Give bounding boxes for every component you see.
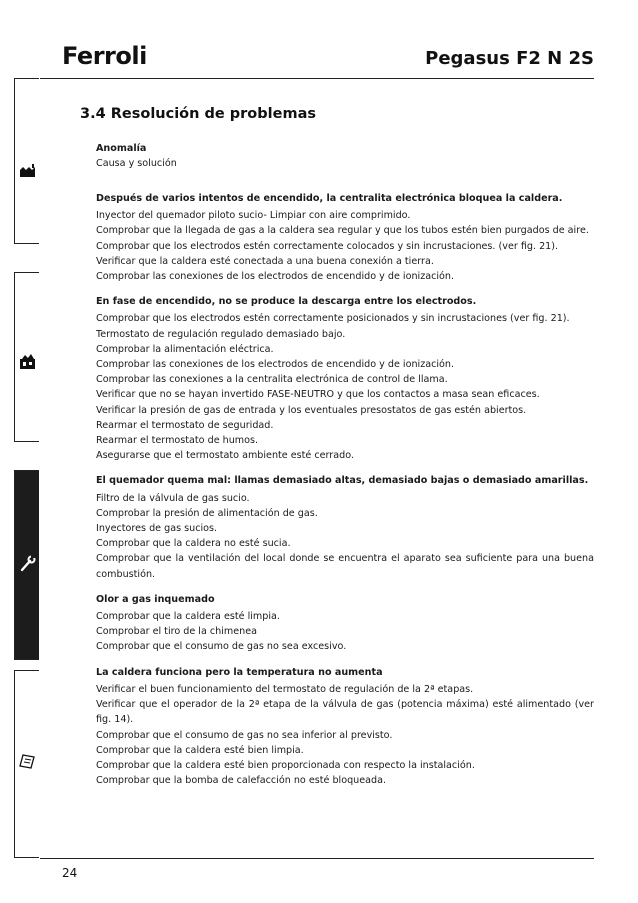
solution-line: Comprobar que los electrodos estén correctamente colocados y sin incrustaciones. (ver fig. 21). [96,240,559,252]
solution-line: Rearmar el termostato de humos. [96,435,259,447]
problem-section [96,191,594,284]
model-name: Pegasus F2 N 2S [425,48,594,69]
solution-line: Filtro de la válvula de gas sucio. [96,492,250,504]
solution-line: Comprobar que la caldera esté bien limpia. [96,744,304,756]
solution-line: Comprobar que el consumo de gas no sea excesivo. [96,641,347,653]
side-tab-installer[interactable] [14,272,39,442]
solution-line: Inyector del quemador piloto sucio- Limpiar con aire comprimido. [96,210,411,222]
solution-line: Comprobar que la caldera esté bien proporcionada con respecto la instalación. [96,759,475,771]
side-tab-maintenance[interactable] [14,470,39,660]
problem-list [96,191,594,798]
solution-line: Comprobar la alimentación eléctrica. [96,343,274,355]
cause-label: Causa y solución [96,158,177,170]
solution-line: Verificar que la caldera esté conectada a una buena conexión a tierra. [96,255,434,267]
solution-line: Asegurarse que el termostato ambiente esté cerrado. [96,450,354,462]
solution-line: Comprobar la presión de alimentación de gas. [96,507,318,519]
solution-line: Comprobar las conexiones de los electrodos de encendido y de ionización. [96,359,455,371]
problem-title: El quemador quema mal: llamas demasiado altas, demasiado bajas o demasiado amarillas. [96,475,589,487]
problem-title: Después de varios intentos de encendido, la centralita electrónica bloquea la caldera. [96,193,563,204]
solution-line: Comprobar las conexiones a la centralita electrónica de control de llama. [96,374,448,386]
wrench-icon [19,555,36,572]
header-divider [40,78,594,79]
solution-line: Termostato de regulación regulado demasiado bajo. [96,328,346,340]
problem-title: Olor a gas inquemado [96,593,215,605]
brand-logo: Ferroli [62,42,147,70]
solution-line: Comprobar que la caldera esté limpia. [96,611,280,623]
solution-line: Verificar el buen funcionamiento del termostato de regulación de la 2ª etapas. [96,683,474,695]
side-tab-user[interactable] [14,78,39,244]
solution-line: Comprobar que el consumo de gas no sea inferior al previsto. [96,729,393,741]
problem-section [96,473,594,581]
solution-line: Verificar que el operador de la 2ª etapa de la válvula de gas (potencia máxima) esté alimentado (ver fig. 14). [96,699,594,726]
side-tab-documentation[interactable] [14,670,39,858]
solution-line: Verificar la presión de gas de entrada y los eventuales presostatos de gas estén abiertos. [96,404,527,416]
section-heading: 3.4 Resolución de problemas [80,106,316,122]
legend-block [96,141,594,171]
problem-title: La caldera funciona pero la temperatura no aumenta [96,666,383,678]
solution-line: Inyectores de gas sucios. [96,523,218,535]
page-number: 24 [62,866,78,880]
problem-title: En fase de encendido, no se produce la descarga entre los electrodos. [96,296,477,308]
document-icon [19,753,36,770]
problem-section [96,665,594,789]
solution-line: Comprobar que la bomba de calefacción no esté bloqueada. [96,775,387,787]
anomaly-label: Anomalía [96,143,147,154]
solution-line: Verificar que no se hayan invertido FASE-NEUTRO y que los contactos a masa sean eficaces. [96,389,540,401]
side-tab-strip [14,78,40,858]
problem-section [96,294,594,463]
solution-line: Comprobar que los electrodos estén correctamente posicionados y sin incrustaciones (ver fig. 21). [96,313,570,325]
solution-line: Comprobar que la ventilación del local donde se encuentra el aparato sea suficiente para una buena combustión. [96,553,594,580]
solution-line: Comprobar que la llegada de gas a la caldera sea regular y que los tubos estén bien purgados de aire. [96,225,589,237]
solution-line: Comprobar las conexiones de los electrodos de encendido y de ionización. [96,271,455,283]
footer-divider [40,858,594,859]
solution-line: Comprobar que la caldera no esté sucia. [96,538,291,550]
user-settings-icon [19,163,36,180]
problem-section [96,592,594,655]
solution-line: Comprobar el tiro de la chimenea [96,626,258,638]
installer-icon [19,353,36,370]
solution-line: Rearmar el termostato de seguridad. [96,419,274,431]
